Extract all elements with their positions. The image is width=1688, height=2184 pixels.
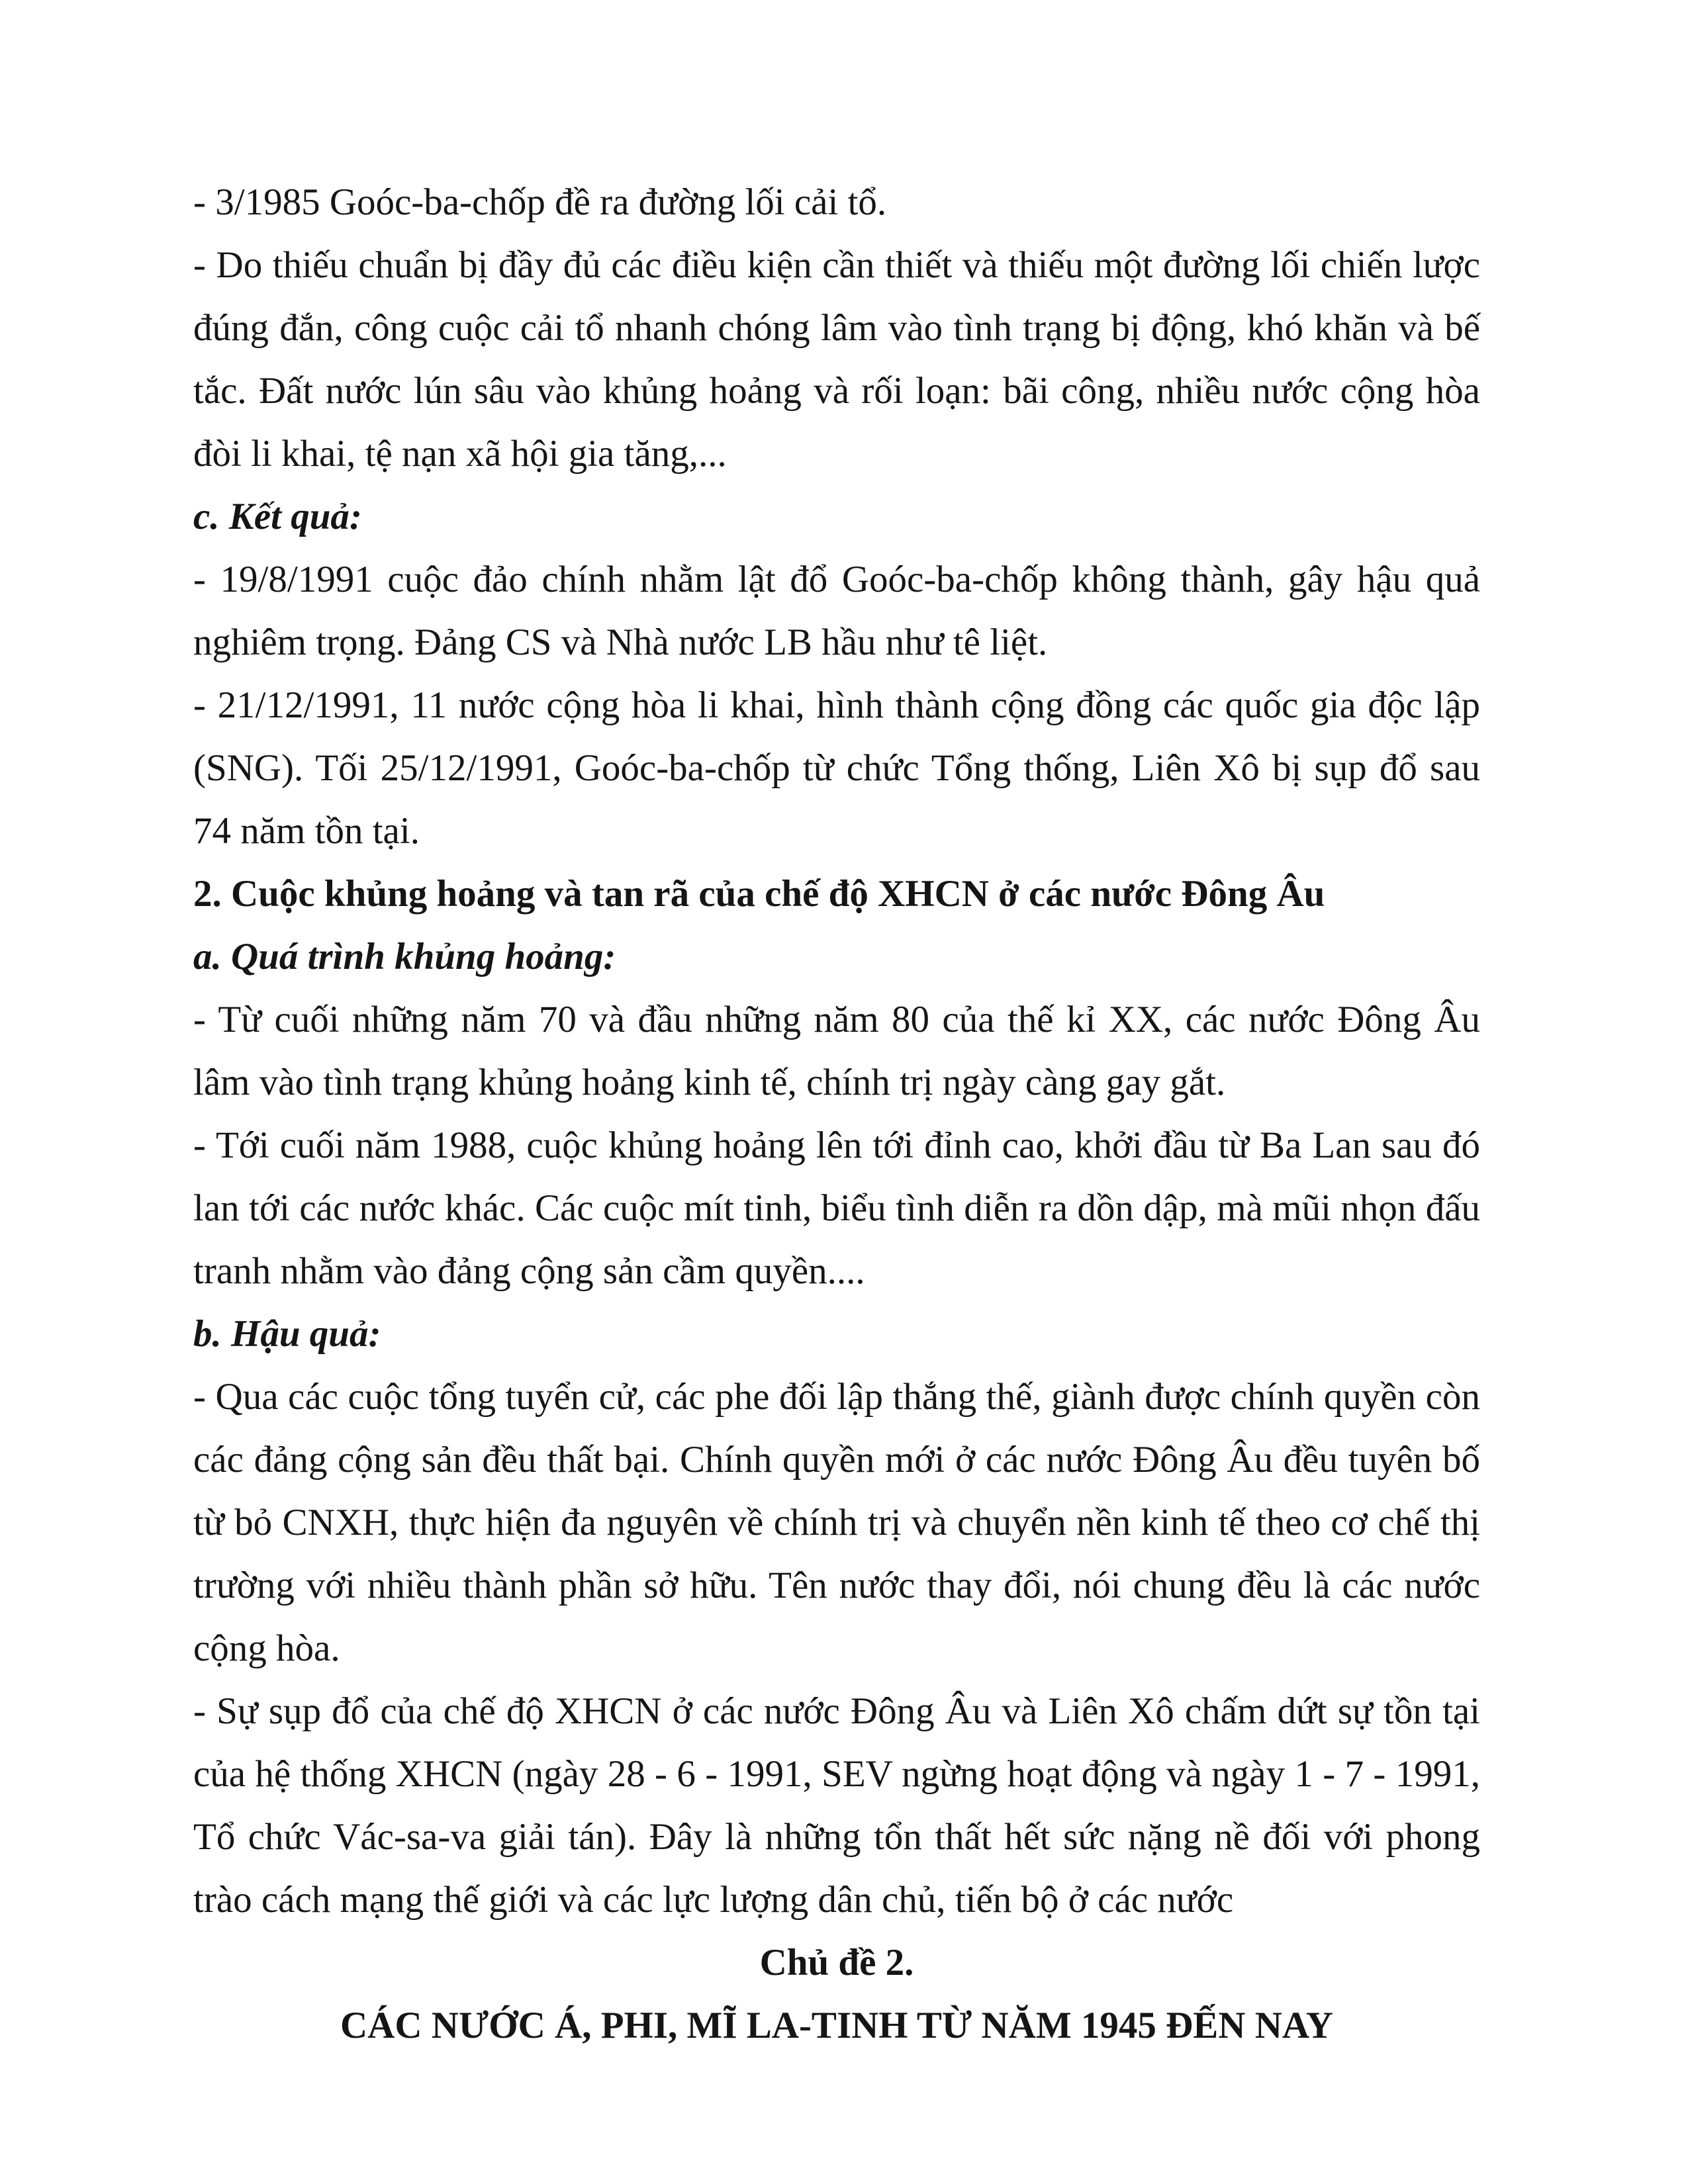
document-body [193, 171, 1480, 2057]
paragraph: Chủ đề 2. [759, 1942, 914, 1983]
paragraph: - 21/12/1991, 11 nước cộng hòa li khai, hình thành cộng đồng các quốc gia độc lập (SNG). Tối 25/12/1991, Goóc-ba-chốp từ chức Tổng thống, Liên Xô bị sụp đổ sau 74 năm tồn tại. [193, 684, 1480, 852]
paragraph: - Qua các cuộc tổng tuyển cử, các phe đối lập thắng thế, giành được chính quyền còn các đảng cộng sản đều thất bại. Chính quyền mới ở các nước Đông Âu đều tuyên bố từ bỏ CNXH, thực hiện đa nguyên về chính trị và chuyển nền kinh tế theo cơ chế thị trường với nhiều thành phần sở hữu. Tên nước thay đổi, nói chung đều là các nước cộng hòa. [193, 1376, 1480, 1669]
paragraph: - Do thiếu chuẩn bị đầy đủ các điều kiện cần thiết và thiếu một đường lối chiến lược đúng đắn, công cuộc cải tổ nhanh chóng lâm vào tình trạng bị động, khó khăn và bế tắc. Đất nước lún sâu vào khủng hoảng và rối loạn: bãi công, nhiều nước cộng hòa đòi li khai, tệ nạn xã hội gia tăng,... [193, 244, 1480, 475]
paragraph: - Sự sụp đổ của chế độ XHCN ở các nước Đông Âu và Liên Xô chấm dứt sự tồn tại của hệ thống XHCN (ngày 28 - 6 - 1991, SEV ngừng hoạt động và ngày 1 - 7 - 1991, Tổ chức Vác-sa-va giải tán). Đây là những tổn thất hết sức nặng nề đối với phong trào cách mạng thế giới và các lực lượng dân chủ, tiến bộ ở các nước [193, 1690, 1480, 1921]
paragraph: 2. Cuộc khủng hoảng và tan rã của chế độ XHCN ở các nước Đông Âu [193, 873, 1325, 915]
paragraph: c. Kết quả: [193, 496, 362, 537]
paragraph: CÁC NƯỚC Á, PHI, MĨ LA-TINH TỪ NĂM 1945 ĐẾN NAY [340, 2005, 1333, 2046]
paragraph: - Từ cuối những năm 70 và đầu những năm 80 của thế kỉ XX, các nước Đông Âu lâm vào tình trạng khủng hoảng kinh tế, chính trị ngày càng gay gắt. [193, 999, 1480, 1103]
paragraph: - Tới cuối năm 1988, cuộc khủng hoảng lên tới đỉnh cao, khởi đầu từ Ba Lan sau đó lan tới các nước khác. Các cuộc mít tinh, biểu tình diễn ra dồn dập, mà mũi nhọn đấu tranh nhằm vào đảng cộng sản cầm quyền.... [193, 1124, 1480, 1292]
paragraph: - 19/8/1991 cuộc đảo chính nhằm lật đổ Goóc-ba-chốp không thành, gây hậu quả nghiêm trọng. Đảng CS và Nhà nước LB hầu như tê liệt. [193, 559, 1480, 663]
paragraph: a. Quá trình khủng hoảng: [193, 936, 616, 978]
paragraph: - 3/1985 Goóc-ba-chốp đề ra đường lối cải tổ. [193, 181, 887, 223]
paragraph: b. Hậu quả: [193, 1313, 381, 1355]
